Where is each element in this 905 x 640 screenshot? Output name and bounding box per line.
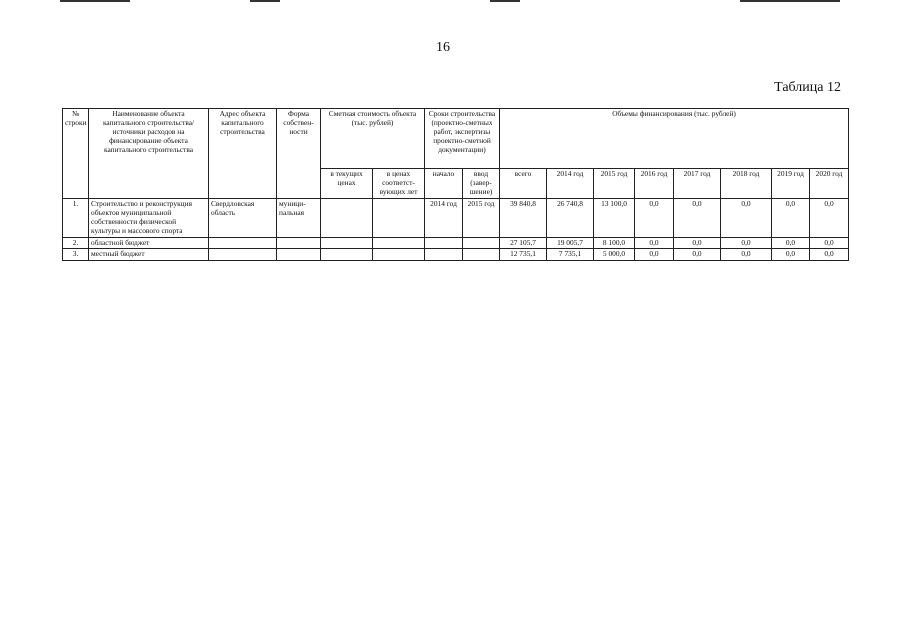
header-funding-col: 2020 год — [810, 169, 849, 199]
header-funding-col: 2019 год — [772, 169, 810, 199]
row-value: 8 100,0 — [594, 237, 635, 249]
row-value: 0,0 — [810, 237, 849, 249]
row-cost-current — [321, 199, 373, 238]
row-value: 0,0 — [721, 237, 772, 249]
header-cost-corresponding: в ценах соответст-вующих лет — [373, 169, 425, 199]
row-value: 0,0 — [810, 249, 849, 261]
row-term-start — [425, 237, 463, 249]
row-no: 2. — [63, 237, 89, 249]
page-number: 16 — [436, 40, 450, 55]
row-term-end — [463, 249, 500, 261]
row-value: 0,0 — [674, 249, 721, 261]
row-term-start — [425, 249, 463, 261]
row-value: 0,0 — [635, 199, 674, 238]
row-value: 7 735,1 — [547, 249, 594, 261]
row-address — [209, 249, 277, 261]
row-value: 0,0 — [810, 199, 849, 238]
header-cost-current: в текущих ценах — [321, 169, 373, 199]
scan-edge-line — [250, 0, 280, 2]
row-value: 0,0 — [674, 237, 721, 249]
row-term-start: 2014 год — [425, 199, 463, 238]
row-name: местный бюджет — [89, 249, 209, 261]
header-term-start: начало — [425, 169, 463, 199]
row-value: 12 735,1 — [500, 249, 547, 261]
row-value: 13 100,0 — [594, 199, 635, 238]
row-term-end: 2015 год — [463, 199, 500, 238]
row-address: Свердловская область — [209, 199, 277, 238]
header-funding-col: 2018 год — [721, 169, 772, 199]
header-funding-col: 2014 год — [547, 169, 594, 199]
row-value: 0,0 — [772, 249, 810, 261]
table-caption: Таблица 12 — [774, 80, 841, 95]
row-cost-current — [321, 237, 373, 249]
row-term-end — [463, 237, 500, 249]
header-funding-col: 2015 год — [594, 169, 635, 199]
row-name: Строительство и реконструкция объектов муниципальной собственности физической культуры и массового спорта — [89, 199, 209, 238]
header-funding-col: 2017 год — [674, 169, 721, 199]
row-value: 0,0 — [721, 249, 772, 261]
row-no: 3. — [63, 249, 89, 261]
table-row — [63, 199, 849, 238]
header-estimated-cost: Сметная стоимость объекта (тыс. рублей) — [321, 109, 425, 169]
scan-edge-line — [60, 0, 130, 2]
financing-table — [62, 108, 849, 261]
row-ownership — [277, 249, 321, 261]
row-cost-corresponding — [373, 249, 425, 261]
row-value: 5 000,0 — [594, 249, 635, 261]
row-ownership — [277, 237, 321, 249]
header-object-address: Адрес объекта капитального строительства — [209, 109, 277, 199]
header-object-name: Наименование объекта капитального строительства/ источники расходов на финансирование объекта капитального строительства — [89, 109, 209, 199]
header-ownership: Форма собствен-ности — [277, 109, 321, 199]
row-value: 19 005,7 — [547, 237, 594, 249]
header-funding-col: всего — [500, 169, 547, 199]
row-value: 0,0 — [772, 199, 810, 238]
row-value: 0,0 — [635, 237, 674, 249]
row-cost-current — [321, 249, 373, 261]
row-value: 26 740,8 — [547, 199, 594, 238]
row-value: 0,0 — [674, 199, 721, 238]
row-ownership: муници-пальная — [277, 199, 321, 238]
row-value: 39 840,8 — [500, 199, 547, 238]
table-row — [63, 237, 849, 249]
row-address — [209, 237, 277, 249]
row-no: 1. — [63, 199, 89, 238]
header-terms: Сроки строительства (проектно-сметных работ, экспертизы проектно-сметной документации) — [425, 109, 500, 169]
row-cost-corresponding — [373, 237, 425, 249]
header-row-no: № строки — [63, 109, 89, 199]
row-cost-corresponding — [373, 199, 425, 238]
header-term-end: ввод (завер-шение) — [463, 169, 500, 199]
scan-edge-line — [490, 0, 520, 2]
row-value: 0,0 — [635, 249, 674, 261]
header-funding: Объемы финансирования (тыс. рублей) — [500, 109, 849, 169]
row-value: 0,0 — [721, 199, 772, 238]
scan-edge-line — [740, 0, 840, 2]
row-value: 27 105,7 — [500, 237, 547, 249]
table-row — [63, 249, 849, 261]
row-name: областной бюджет — [89, 237, 209, 249]
header-funding-col: 2016 год — [635, 169, 674, 199]
row-value: 0,0 — [772, 237, 810, 249]
